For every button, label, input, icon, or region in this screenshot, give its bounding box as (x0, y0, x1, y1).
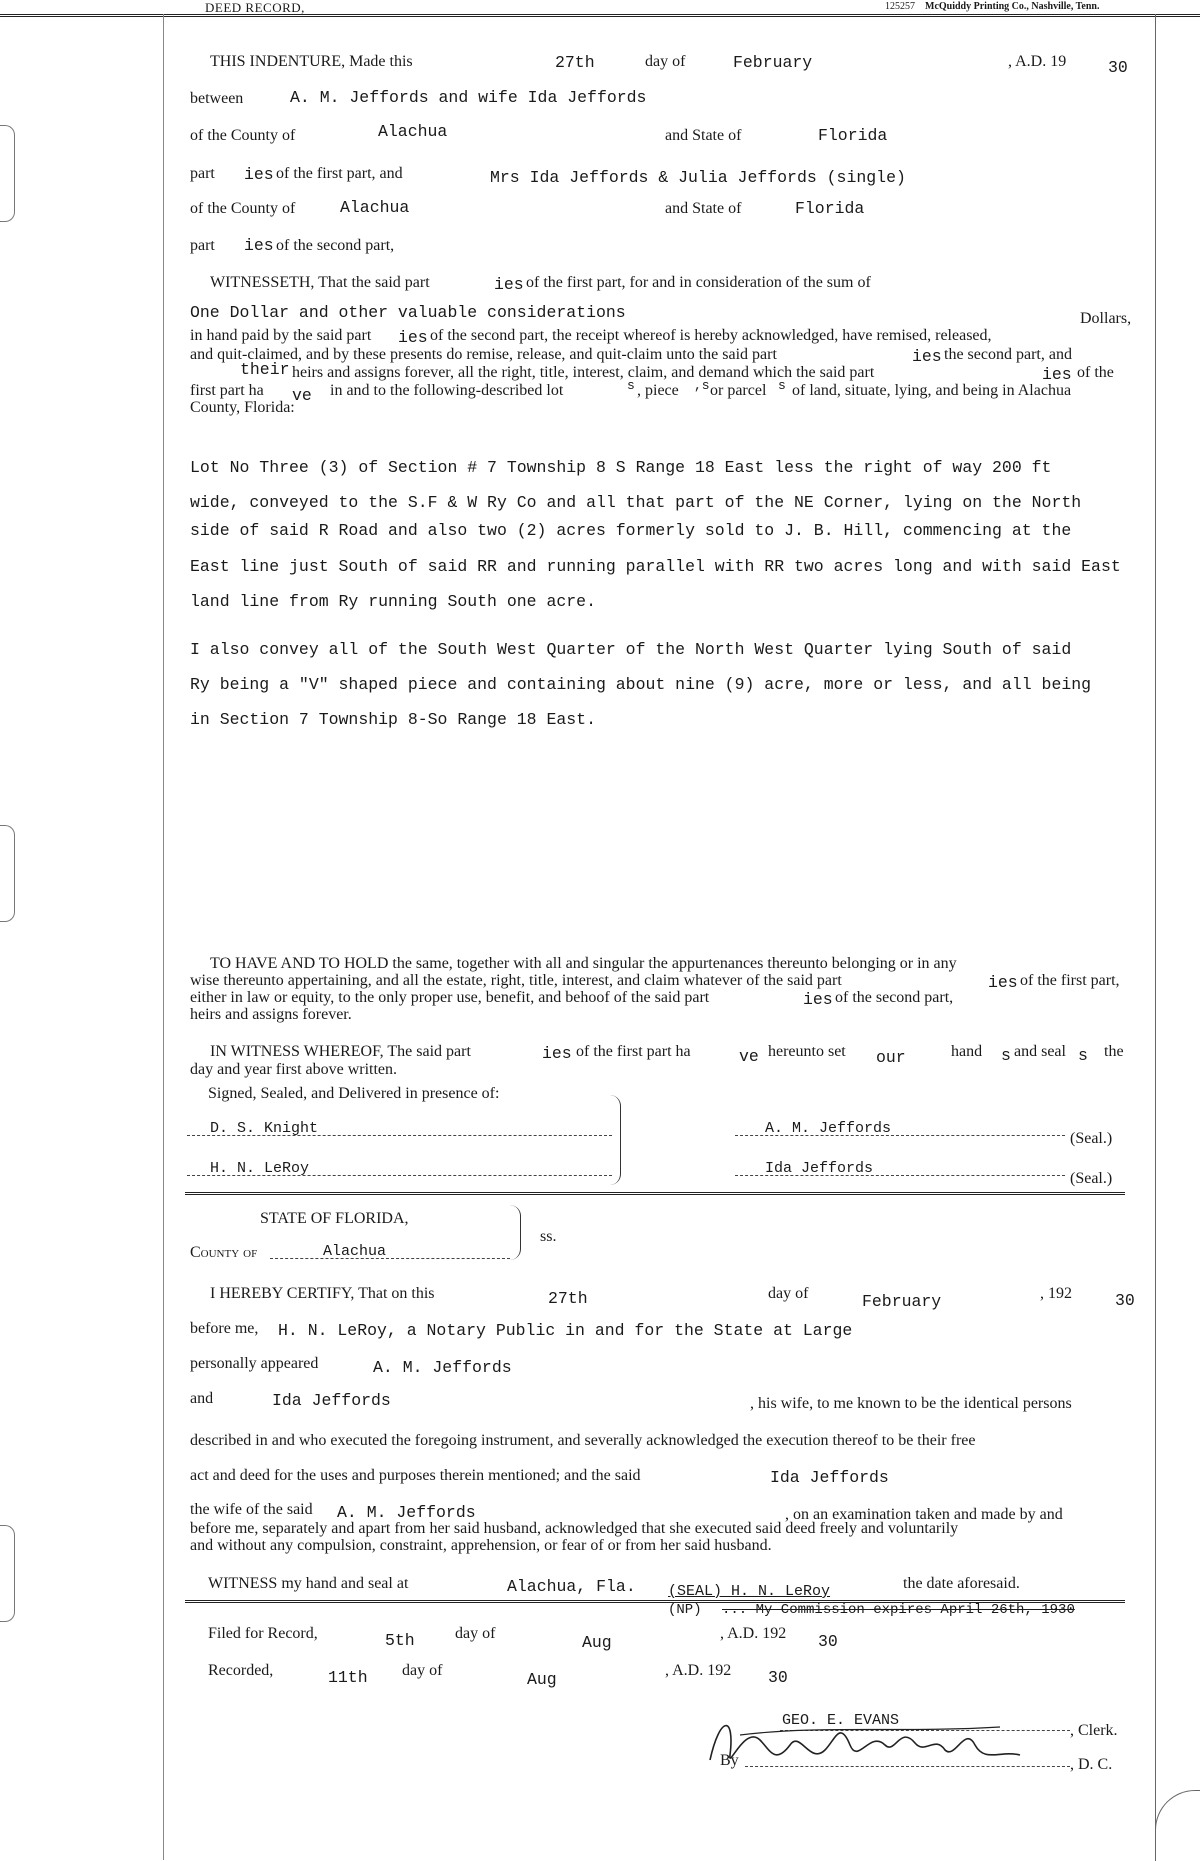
legal-description-line: side of said R Road and also two (2) acres formerly sold to J. B. Hill, commencing at the (190, 521, 1072, 540)
certify-label: I HEREBY CERTIFY, That on this (210, 1285, 435, 1302)
hereunto-set: hereunto set (768, 1043, 846, 1060)
husband-name: A. M. Jeffords (337, 1503, 476, 1522)
wife-name: Ida Jeffords (272, 1391, 391, 1410)
date-aforesaid: the date aforesaid. (903, 1575, 1020, 1592)
recorded-label: Recorded, (208, 1662, 274, 1679)
grantors: A. M. Jeffords and wife Ida Jeffords (290, 88, 647, 107)
lot-description-label: in and to the following-described lot (330, 382, 564, 399)
appeared-label: personally appeared (190, 1355, 319, 1372)
witness-1: D. S. Knight (210, 1120, 319, 1137)
and-seal-label: and seal (1014, 1043, 1066, 1060)
habendum-second-part: of the second part, (835, 989, 954, 1006)
legal-description-line: land line from Ry running South one acre. (190, 592, 596, 611)
county-label-1: of the County of (190, 127, 296, 144)
witness-2: H. N. LeRoy (210, 1160, 310, 1177)
before-me-label: before me, (190, 1320, 259, 1337)
signed-sealed-label: Signed, Sealed, and Delivered in presence of: (208, 1085, 500, 1102)
ies-8: ies (803, 990, 833, 1009)
ve-word: ve (292, 386, 312, 405)
dollars-label: Dollars, (1080, 310, 1132, 327)
legal-description-line: wide, conveyed to the S.F & W Ry Co and all that part of the NE Corner, lying on the North (190, 493, 1082, 512)
recorded-year: 30 (768, 1668, 788, 1687)
state-heading: STATE OF FLORIDA, (260, 1210, 409, 1227)
indenture-intro: THIS INDENTURE, Made this (210, 53, 413, 70)
second-part-label: of the second part, (276, 237, 395, 254)
ss-label: ss. (540, 1228, 557, 1245)
state-brace (510, 1205, 521, 1260)
situate-text: of land, situate, lying, and being in Alachua (792, 382, 1072, 399)
quit-claim-text: and quit-claimed, and by these presents do remise, release, and quit-claim unto the said part (190, 346, 777, 363)
ies-4: ies (398, 328, 428, 347)
our-word: our (876, 1048, 906, 1067)
recorded-month: Aug (527, 1670, 557, 1689)
first-part-ha: of the first part ha (576, 1043, 691, 1060)
filed-day: 5th (385, 1631, 415, 1650)
page-header (0, 0, 1200, 17)
legal-description-line: Lot No Three (3) of Section # 7 Township 8 S Range 18 East less the right of way 200 ft (190, 458, 1052, 477)
the-label: the (1104, 1043, 1124, 1060)
piece-label: , piece (637, 382, 679, 399)
ack-year: 30 (1115, 1291, 1135, 1310)
grantor-signature-1: A. M. Jeffords (765, 1120, 892, 1137)
examination-text: , on an examination taken and made by and (785, 1506, 1063, 1523)
county-line (270, 1258, 510, 1259)
county-1: Alachua (378, 122, 448, 141)
habendum-line: heirs and assigns forever. (190, 1006, 352, 1023)
ack-day-of: day of (768, 1285, 809, 1302)
legal-description-line: in Section 7 Township 8-So Range 18 East. (190, 710, 596, 729)
habendum-line: TO HAVE AND TO HOLD the same, together with all and singular the appurtenances thereunto belonging or in any (210, 955, 957, 972)
in-witness-label: IN WITNESS WHEREOF, The said part (210, 1043, 471, 1060)
state-1: Florida (818, 126, 888, 145)
by-label: By (720, 1752, 739, 1769)
legal-description-line: Ry being a "V" shaped piece and containing about nine (9) acre, more or less, and all being (190, 675, 1092, 694)
notary-np: (NP) (668, 1602, 702, 1618)
ack-body-line: and without any compulsion, constraint, apprehension, or fear of or from her said husband. (190, 1537, 772, 1554)
ack-body-line: described in and who executed the foregoing instrument, and severally acknowledged the execution thereof to be their free (190, 1432, 976, 1449)
ack-year-label: , 192 (1040, 1285, 1072, 1302)
seals-s: s (1078, 1046, 1088, 1065)
printer-name: McQuiddy Printing Co., Nashville, Tenn. (925, 1, 1100, 12)
consideration-amount: One Dollar and other valuable considerations (190, 303, 626, 322)
heirs-assigns-text: heirs and assigns forever, all the right, title, interest, claim, and demand which the said part (292, 364, 875, 381)
seal-label-1: (Seal.) (1070, 1130, 1113, 1147)
notary-place: Alachua, Fla. (507, 1577, 636, 1596)
form-number: 125257 (885, 1, 915, 12)
identical-persons-text: , his wife, to me known to be the identical persons (750, 1395, 1072, 1412)
binder-hole-top (0, 125, 15, 222)
wife-of-said-label: the wife of the said (190, 1501, 313, 1518)
recorded-day: 11th (328, 1668, 368, 1687)
deed-month: February (733, 53, 813, 72)
grantor-signature-2: Ida Jeffords (765, 1160, 874, 1177)
seal-label-2: (Seal.) (1070, 1170, 1113, 1187)
county-florida-label: County, Florida: (190, 399, 295, 416)
binder-hole-middle (0, 825, 15, 922)
ies-6: ies (1042, 365, 1072, 384)
state-label-2: and State of (665, 200, 742, 217)
county-2: Alachua (340, 198, 410, 217)
witness-brace (610, 1095, 621, 1185)
deputy-clerk-signature (700, 1705, 1030, 1780)
receipt-text: of the second part, the receipt whereof is hereby acknowledged, have remised, released, (430, 327, 992, 344)
appeared-person: A. M. Jeffords (373, 1358, 512, 1377)
hand-paid-label: in hand paid by the said part (190, 327, 372, 344)
consideration-text: of the first part, for and in consideration of the sum of (526, 274, 871, 291)
ies-1: ies (244, 165, 274, 184)
page-corner-curl (1155, 1790, 1200, 1861)
ack-body-line: before me, separately and apart from her said husband, acknowledged that she executed said deed freely and voluntarily (190, 1520, 959, 1537)
part-label-2: part (190, 237, 215, 254)
clerk-name: GEO. E. EVANS (782, 1712, 900, 1729)
deed-day: 27th (555, 53, 595, 72)
witnesseth-label: WITNESSETH, That the said part (210, 274, 430, 291)
deputy-clerk-label: , D. C. (1070, 1756, 1113, 1773)
ve-word-2: ve (739, 1047, 759, 1066)
habendum-first-part: of the first part, (1020, 972, 1120, 989)
filed-year: 30 (818, 1632, 838, 1651)
state-2: Florida (795, 199, 865, 218)
book-title: DEED RECORD, (205, 0, 305, 15)
county-of-label: County of (190, 1244, 258, 1261)
deed-year: 30 (1108, 58, 1128, 77)
ies-3: ies (494, 275, 524, 294)
ies-7: ies (988, 973, 1018, 992)
first-part-have: first part ha (190, 382, 264, 399)
ack-county: Alachua (323, 1243, 387, 1260)
section-divider (185, 1192, 1125, 1195)
county-label-2: of the County of (190, 200, 296, 217)
witness-hand-label: WITNESS my hand and seal at (208, 1575, 409, 1592)
of-the-label: of the (1077, 364, 1114, 381)
recorded-ad-label: , A.D. 192 (665, 1662, 732, 1679)
state-label-1: and State of (665, 127, 742, 144)
and-label: and (190, 1390, 214, 1407)
notary-officer: H. N. LeRoy, a Notary Public in and for the State at Large (278, 1321, 853, 1340)
pieces-s: ,s (694, 378, 710, 393)
said-wife: Ida Jeffords (770, 1468, 889, 1487)
day-year-label: day and year first above written. (190, 1061, 398, 1078)
recorded-day-of: day of (402, 1662, 443, 1679)
ad-label: , A.D. 19 (1008, 53, 1067, 70)
left-margin-line (163, 14, 164, 1860)
lots-s: s (627, 378, 635, 393)
binder-hole-bottom (0, 1525, 15, 1622)
legal-description-line: I also convey all of the South West Quarter of the North West Quarter lying South of said (190, 640, 1072, 659)
commission-expiry: ... My Commission expires April 26th, 1930 (722, 1602, 1075, 1618)
ies-9: ies (542, 1044, 572, 1063)
day-of-label: day of (645, 53, 686, 70)
habendum-line: either in law or equity, to the only proper use, benefit, and behoof of the said part (190, 989, 710, 1006)
habendum-line: wise thereunto appertaining, and all the estate, right, title, interest, and claim whatever of the said part (190, 972, 842, 989)
between-label: between (190, 90, 244, 107)
parcel-label: or parcel (710, 382, 767, 399)
legal-description-line: East line just South of said RR and running parallel with RR two acres long and with said East (190, 557, 1121, 576)
part-label-1: part (190, 165, 215, 182)
parcels-s: s (778, 378, 786, 393)
filed-day-of: day of (455, 1625, 496, 1642)
grantees: Mrs Ida Jeffords & Julia Jeffords (single) (490, 168, 906, 187)
filed-label: Filed for Record, (208, 1625, 318, 1642)
their-word: their (240, 360, 290, 379)
ack-day: 27th (548, 1289, 588, 1308)
hand-label: hand (951, 1043, 983, 1060)
filed-ad-label: , A.D. 192 (720, 1625, 787, 1642)
right-margin-line (1155, 14, 1156, 1860)
ack-body-line: act and deed for the uses and purposes therein mentioned; and the said (190, 1467, 641, 1484)
first-part-label: of the first part, and (276, 165, 403, 182)
filed-month: Aug (582, 1633, 612, 1652)
clerk-label: , Clerk. (1070, 1722, 1118, 1739)
second-part-and: the second part, and (944, 346, 1072, 363)
ack-month: February (862, 1292, 942, 1311)
hands-s: s (1001, 1046, 1011, 1065)
notary-signature: (SEAL) H. N. LeRoy (668, 1583, 831, 1600)
printer-imprint (885, 1, 1099, 12)
ies-5: ies (912, 347, 942, 366)
ies-2: ies (244, 236, 274, 255)
